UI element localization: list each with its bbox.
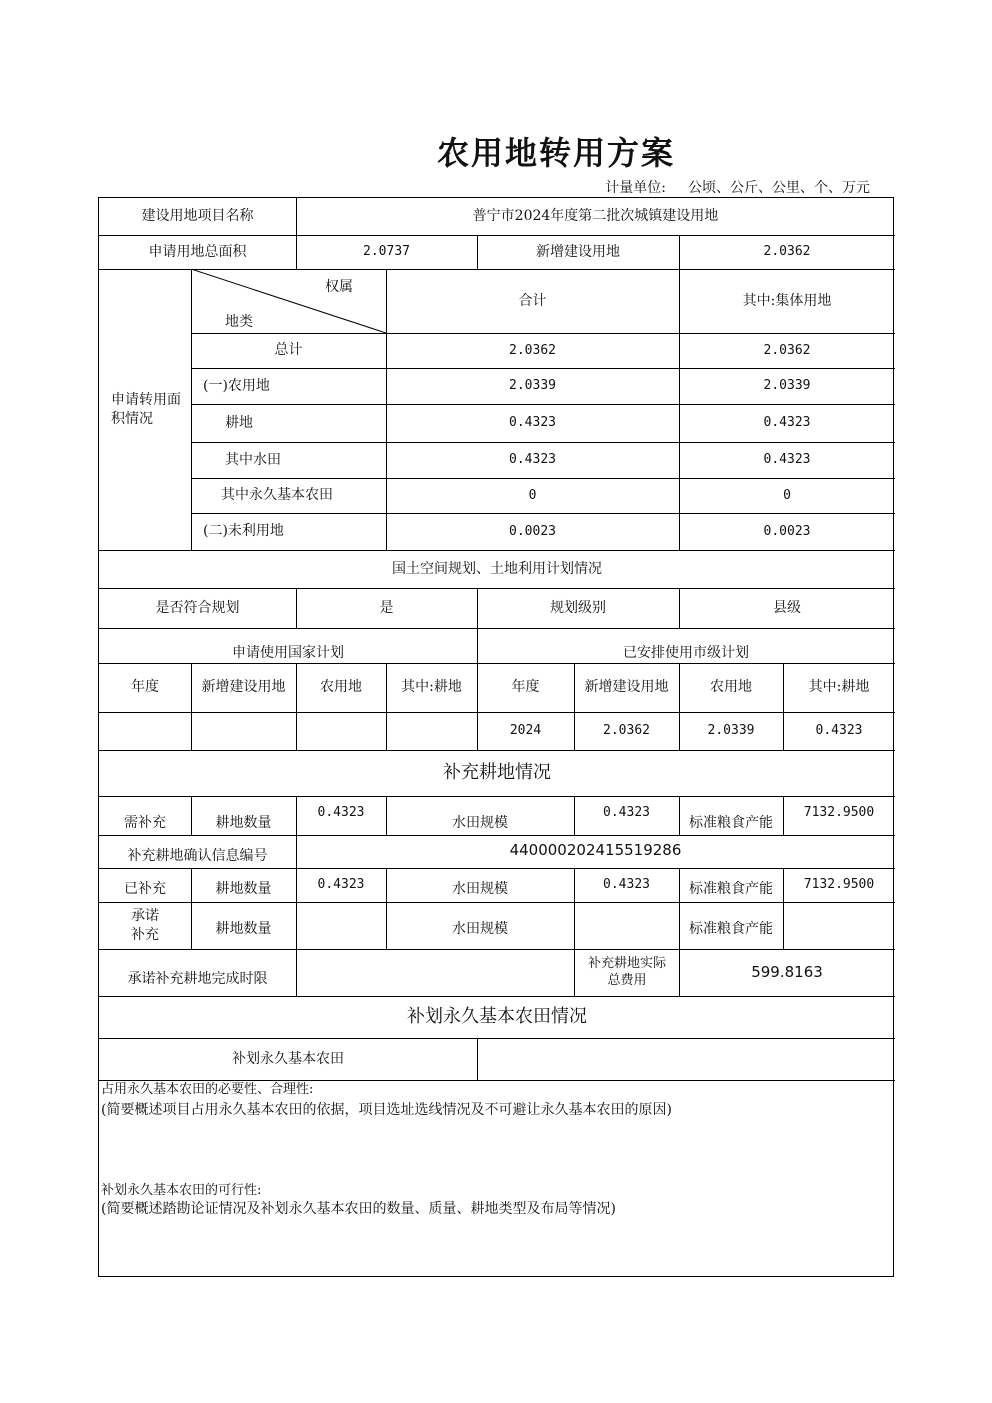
supplement-header: 补充耕地情况 [443,761,551,783]
city-year-value: 2024 [509,723,542,739]
row-cultivated-value: 0.4323 [509,415,556,431]
need-label: 需补充 [124,814,166,831]
diagonal-header-line [191,269,386,333]
plan-col-cultivated: 其中:耕地 [401,679,462,696]
plan-level-value: 县级 [773,599,801,616]
row-unused-collective: 0.0023 [763,523,811,539]
city-plan-label: 已安排使用市级计划 [623,644,749,661]
diag-ownership-label: 权属 [325,279,353,295]
done-grain-label: 标准粮食产能 [689,880,773,897]
unit-line [605,177,870,197]
need-paddy-label: 水田规模 [452,814,508,831]
city-new-value: 2.0362 [603,723,650,739]
row-agri-collective: 2.0339 [763,378,811,394]
done-qty-label: 耕地数量 [215,880,272,897]
done-qty-value: 0.4323 [317,877,365,893]
col-total-header: 合计 [518,292,547,309]
total-area-label: 申请用地总面积 [148,243,247,260]
new-construction-value: 2.0362 [763,244,811,260]
row-total-collective: 2.0362 [763,342,811,358]
project-name-label: 建设用地项目名称 [141,208,254,225]
new-construction-label: 新增建设用地 [536,243,620,260]
row-agri-value: 2.0339 [509,378,556,394]
total-area-value: 2.0737 [363,244,410,260]
city-col-new: 新增建设用地 [584,679,669,696]
cost-value: 599.8163 [751,963,823,982]
row-cultivated-collective: 0.4323 [763,415,811,431]
diag-landtype-label: 地类 [225,314,253,330]
need-qty-label: 耕地数量 [215,814,272,831]
plan-col-agri: 农用地 [320,679,362,696]
necessity-title: 占用永久基本农田的必要性、合理性: [101,1082,314,1097]
done-paddy-label: 水田规模 [452,880,508,897]
row-label-paddy: 其中水田 [225,451,281,468]
city-col-cultivated: 其中:耕地 [808,679,870,696]
confirm-no-label: 补充耕地确认信息编号 [127,847,268,864]
city-agri-value: 2.0339 [707,723,755,739]
page-title: 农用地转用方案 [436,134,675,172]
plan-col-year: 年度 [131,679,159,696]
conversion-section-label: 申请转用面积情况 [111,391,181,427]
row-paddy-collective: 0.4323 [763,452,811,468]
city-col-year: 年度 [511,679,540,696]
plan-col-new: 新增建设用地 [201,679,286,696]
confirm-no-value: 440000202415519286 [509,840,682,859]
row-label-permanent: 其中永久基本农田 [221,487,333,504]
col-collective-header: 其中:集体用地 [742,292,832,309]
row-total-value: 2.0362 [509,342,556,358]
feasibility-hint: (简要概述踏勘论证情况及补划永久基本农田的数量、质量、耕地类型及布局等情况) [101,1201,616,1217]
necessity-hint: (简要概述项目占用永久基本农田的依据，项目选址选线情况及不可避让永久基本农田的原因) [101,1102,672,1118]
basic-farmland-value [477,1038,895,1080]
project-name-value: 普宁市2024年度第二批次城镇建设用地 [472,208,719,225]
planning-header: 国土空间规划、土地利用计划情况 [392,560,602,577]
need-paddy-value: 0.4323 [603,805,650,821]
need-grain-label: 标准粮食产能 [689,814,773,831]
basic-farmland-label: 补划永久基本农田 [232,1050,344,1067]
cost-label: 补充耕地实际总费用 [587,955,666,988]
conform-label: 是否符合规划 [155,599,240,616]
need-qty-value: 0.4323 [317,805,365,821]
promise-label: 承诺补充 [131,907,159,943]
unit-label: 计量单位: [605,180,666,196]
done-paddy-value: 0.4323 [603,877,650,893]
promise-grain-label: 标准粮食产能 [689,921,773,938]
done-label: 已补充 [124,880,166,897]
promise-qty-label: 耕地数量 [215,921,272,938]
need-grain-value: 7132.9500 [803,805,875,821]
plan-level-label: 规划级别 [550,599,606,616]
row-unused-value: 0.0023 [509,523,556,539]
national-plan-label: 申请使用国家计划 [232,644,344,661]
row-permanent-value: 0 [528,487,537,503]
row-label-total: 总计 [274,342,303,359]
row-label-cultivated: 耕地 [225,414,253,431]
promise-paddy-label: 水田规模 [452,921,508,938]
row-paddy-value: 0.4323 [509,452,556,468]
city-cultivated-value: 0.4323 [815,723,863,739]
conform-value: 是 [379,599,394,616]
feasibility-title: 补划永久基本农田的可行性: [101,1183,262,1198]
row-label-unused: (二)未利用地 [203,523,284,540]
unit-value: 公顷、公斤、公里、个、万元 [688,180,870,196]
form-table [98,197,894,1277]
row-permanent-collective: 0 [783,487,791,503]
deadline-label: 承诺补充耕地完成时限 [127,971,268,988]
basic-farmland-header: 补划永久基本农田情况 [407,1005,587,1027]
city-col-agri: 农用地 [710,679,752,696]
done-grain-value: 7132.9500 [803,877,875,893]
row-label-agri: (一)农用地 [203,377,270,394]
